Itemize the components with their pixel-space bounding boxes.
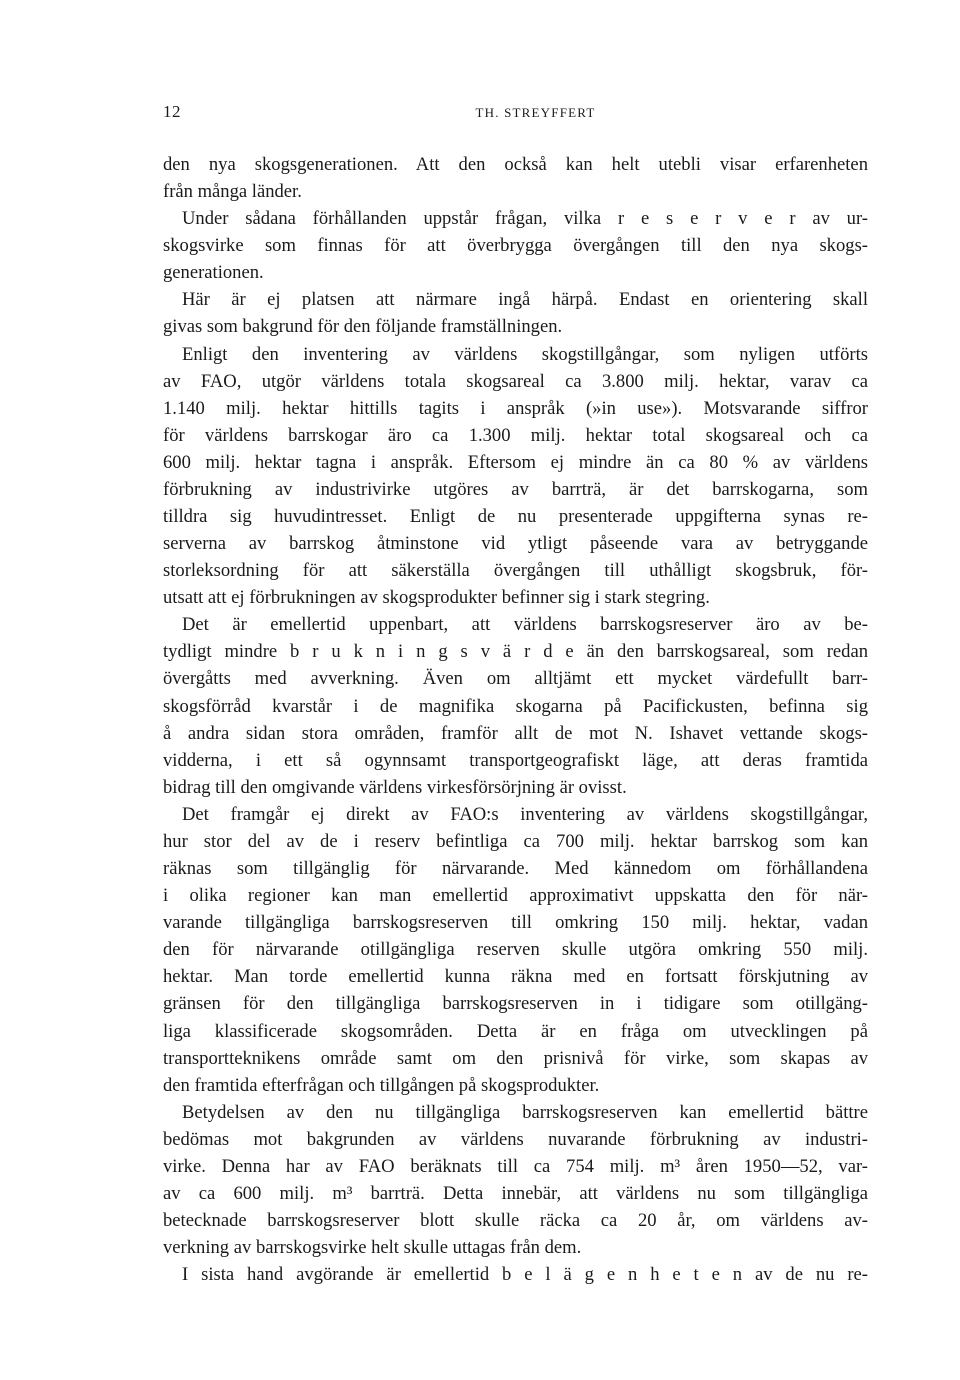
text-line: betecknade barrskogsreserver blott skulle räcka ca 20 år, om världens av- (163, 1210, 868, 1232)
text-line: förbrukning av industrivirke utgöres av barrträ, är det barrskogarna, som (163, 478, 868, 500)
text-line: I sista hand avgörande är emellertid b e l ä g e n h e t e n av de nu re- (182, 1264, 868, 1286)
text-line: skogsvirke som finnas för att överbrygga övergången till den nya skogs- (163, 235, 868, 257)
text-line: hur stor del av de i reserv befintliga ca 700 milj. hektar barrskog som kan (163, 830, 868, 852)
text-line: för världens barrskogar äro ca 1.300 milj. hektar total skogsareal och ca (163, 424, 868, 446)
text-line: den framtida efterfrågan och tillgången på skogsprodukter. (163, 1074, 600, 1096)
text-line: den nya skogsgenerationen. Att den också kan helt utebli visar erfarenheten (163, 154, 868, 175)
text-line: av FAO, utgör världens totala skogsareal ca 3.800 milj. hektar, varav ca (163, 370, 868, 392)
running-head: TH. STREYFFERT (475, 105, 596, 120)
text-line: tilldra sig huvudintresset. Enligt de nu presenterade uppgifterna synas re- (163, 506, 868, 528)
text-line: bidrag till den omgivande världens virkesförsörjning är ovisst. (163, 776, 627, 798)
page-number: 12 (163, 102, 181, 121)
text-line: transportteknikens område samt om den prisnivå för virke, som skapas av (163, 1047, 868, 1069)
text-line: Enligt den inventering av världens skogstillgångar, som nyligen utförts (182, 343, 868, 365)
text-line: hektar. Man torde emellertid kunna räkna med en fortsatt förskjutning av (163, 966, 868, 988)
body-text (163, 151, 868, 1288)
text-line: storleksordning för att säkerställa övergången till uthålligt skogsbruk, för- (163, 560, 868, 582)
text-line: 600 milj. hektar tagna i anspråk. Eftersom ej mindre än ca 80 % av världens (163, 451, 868, 473)
text-line: tydligt mindre b r u k n i n g s v ä r d e än den barrskogsareal, som redan (163, 641, 868, 663)
text-line: räknas som tillgänglig för närvarande. Med kännedom om förhållandena (163, 858, 868, 880)
text-line: Här är ej platsen att närmare ingå härpå. Endast en orientering skall (182, 289, 868, 311)
text-line: givas som bakgrund för den följande framställningen. (163, 316, 563, 338)
text-line: serverna av barrskog åtminstone vid ytligt påseende vara av betryggande (163, 533, 868, 555)
text-line: varande tillgängliga barrskogsreserven till omkring 150 milj. hektar, vadan (163, 912, 868, 934)
text-line: utsatt att ej förbrukningen av skogsprodukter befinner sig i stark stegring. (163, 587, 710, 609)
text-line: från många länder. (163, 181, 302, 203)
text-line: vidderna, i ett så ogynnsamt transportgeografiskt läge, att deras framtida (163, 749, 868, 771)
text-line: generationen. (163, 262, 264, 284)
text-line: Under sådana förhållanden uppstår frågan, vilka r e s e r v e r av ur- (182, 208, 868, 230)
text-line: å andra sidan stora områden, framför allt de mot N. Ishavet vettande skogs- (163, 722, 868, 744)
text-line: övergåtts med avverkning. Även om alltjämt ett mycket värdefullt barr- (163, 668, 868, 690)
page-header (163, 102, 868, 126)
text-line: verkning av barrskogsvirke helt skulle uttagas från dem. (163, 1237, 582, 1259)
text-line: Betydelsen av den nu tillgängliga barrskogsreserven kan emellertid bättre (182, 1101, 868, 1123)
text-line: Det framgår ej direkt av FAO:s inventering av världens skogstillgångar, (182, 803, 868, 825)
text-line: av ca 600 milj. m³ barrträ. Detta innebär, att världens nu som tillgängliga (163, 1182, 868, 1204)
text-line: virke. Denna har av FAO beräknats till ca 754 milj. m³ åren 1950—52, var- (163, 1155, 868, 1177)
text-line: Det är emellertid uppenbart, att världens barrskogsreserver äro av be- (182, 614, 868, 636)
text-line: den för närvarande otillgängliga reserven skulle utgöra omkring 550 milj. (163, 939, 868, 961)
text-line: 1.140 milj. hektar hittills tagits i anspråk (»in use»). Motsvarande siffror (163, 397, 868, 419)
text-line: liga klassificerade skogsområden. Detta är en fråga om utvecklingen på (163, 1020, 868, 1042)
text-line: i olika regioner kan man emellertid approximativt uppskatta den för när- (163, 885, 868, 907)
text-line: skogsförråd kvarstår i de magnifika skogarna på Pacifickusten, befinna sig (163, 695, 868, 717)
text-line: bedömas mot bakgrunden av världens nuvarande förbrukning av industri- (163, 1128, 868, 1150)
text-line: gränsen för den tillgängliga barrskogsreserven in i tidigare som otillgäng- (163, 993, 868, 1015)
